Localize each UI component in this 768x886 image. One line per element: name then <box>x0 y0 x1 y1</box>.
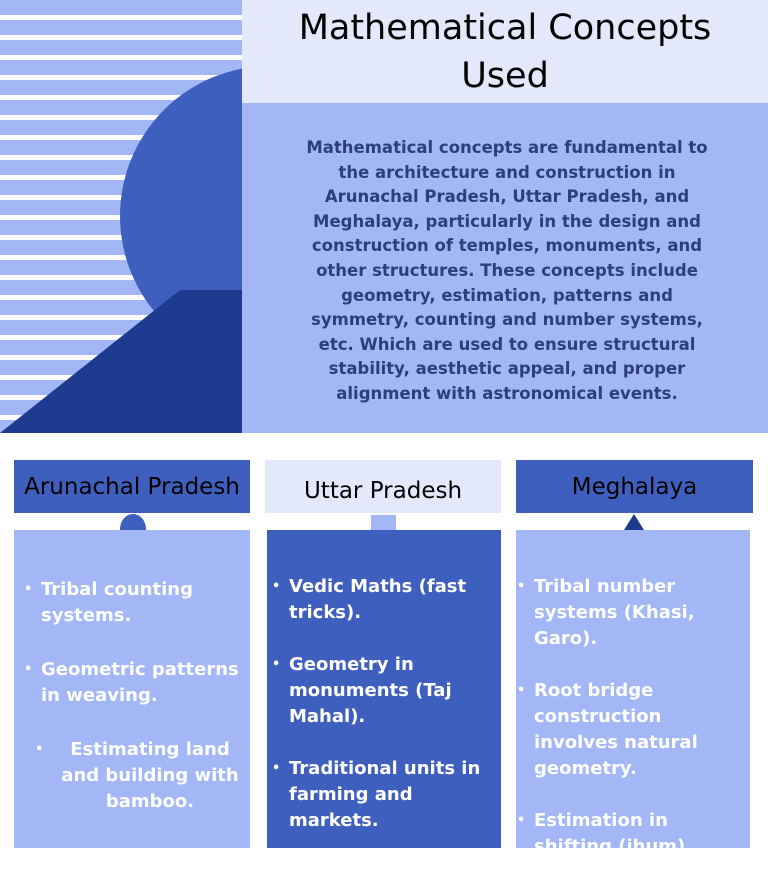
list-item: • Geometric patterns in weaving. <box>41 657 241 709</box>
heading-label: Uttar Pradesh <box>303 477 463 504</box>
list-item: • Estimation in shifting (jhum) cultivation. <box>534 808 734 886</box>
page-title: Mathematical Concepts Used <box>298 7 712 96</box>
card-uttar-pradesh <box>267 530 501 848</box>
hero-section <box>0 0 768 433</box>
heading-uttar-pradesh <box>265 460 501 513</box>
list-item: • Vedic Maths (fast tricks). <box>289 574 494 626</box>
list-item: • Root bridge construction involves natural geometry. <box>534 678 734 782</box>
heading-arunachal-pradesh <box>14 460 250 513</box>
heading-meghalaya <box>516 460 753 513</box>
list-item: • Geometry in monuments (Taj Mahal). <box>289 652 494 730</box>
heading-label: Meghalaya <box>571 473 698 500</box>
decorative-shapes <box>0 0 242 433</box>
decorative-triangle <box>0 290 242 433</box>
list-item: • Tribal number systems (Khasi, Garo). <box>534 574 734 652</box>
bullet-list <box>516 530 750 886</box>
title-box <box>242 0 768 103</box>
card-meghalaya <box>516 530 750 883</box>
list-item: • Tribal counting systems. <box>41 577 241 629</box>
list-item: • Traditional units in farming and markets. <box>289 756 494 834</box>
decorative-stripes <box>0 0 242 433</box>
list-item: • Estimating land and building with bamboo. <box>52 737 248 815</box>
bullet-list <box>14 530 250 815</box>
description-box <box>242 103 768 433</box>
card-arunachal-pradesh <box>14 530 250 848</box>
bullet-list <box>267 530 501 834</box>
description-text: Mathematical concepts are fundamental to the architecture and construction in Arunachal Pradesh, Uttar Pradesh, and Meghalaya, particularly in the design and construction of temples, monuments, and other structures. These concepts include geometry, estimation, patterns and symmetry, counting and number systems, etc. Which are used to ensure structural stability, aesthetic appeal, and proper alignment with astronomical events. <box>306 138 708 403</box>
heading-label: Arunachal Pradesh <box>24 473 240 500</box>
